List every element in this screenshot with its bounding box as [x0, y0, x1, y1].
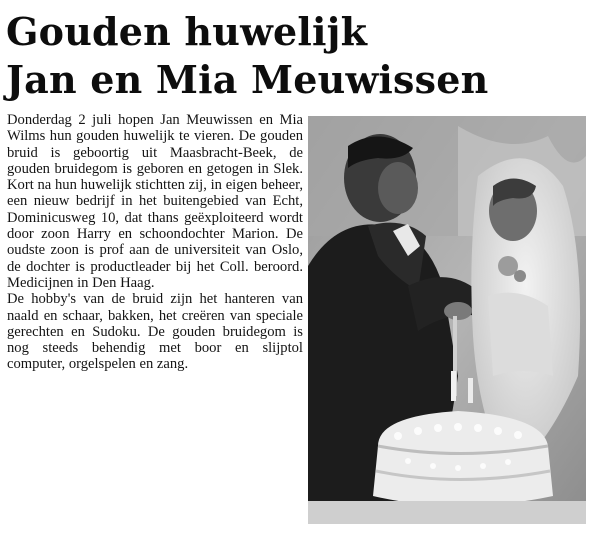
article-paragraph-1: Donderdag 2 juli hopen Jan Meuwissen en Mia Wilms hun gouden huwelijk te vieren. De gouden bruid is geboortig uit Maasbracht-Beek, de gouden bruidegom is geboren en getogen in Slek. Kort na hun huwelijk stichtten zij, in eigen beheer, een nieuw bedrijf in het buitengebied van Echt, Dominicusweg 10, dat thans geëxploiteerd wordt door zoon Harry en schoondochter Marion. De oudste zoon is prof aan de universiteit van Oslo, de dochter is productleader bij het Coll. beroord. Medicijnen in Den Haag.: [7, 112, 303, 291]
headline: [6, 8, 596, 104]
article-paragraph-2: De hobby's van de bruid zijn het hanteren van naald en schaar, bakken, het creëren van speciale gerechten en Sudoku. De gouden bruidegom is nog steeds behendig met boor en slijptol computer, orgelspelen en zang.: [7, 291, 303, 373]
headline-line-1: Gouden huwelijk: [6, 9, 368, 54]
headline-line-2: Jan en Mia Meuwissen: [6, 57, 489, 102]
wedding-photo: [308, 116, 586, 524]
article-body: [7, 112, 303, 373]
